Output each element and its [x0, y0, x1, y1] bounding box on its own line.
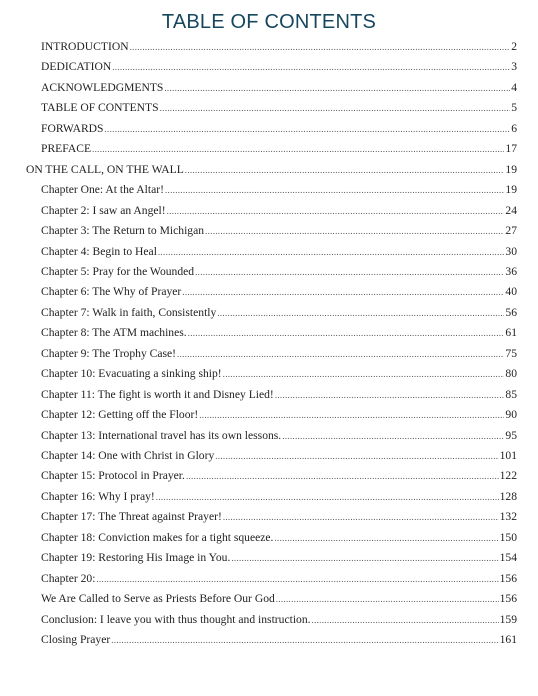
dot-leader: [195, 265, 504, 278]
toc-entry-label: Chapter 15: Protocol in Prayer.: [41, 469, 185, 483]
dot-leader: [215, 449, 498, 462]
toc-entry[interactable]: [41, 408, 517, 428]
dot-leader: [105, 122, 511, 135]
toc-entry-label: Chapter 4: Begin to Heal: [41, 244, 157, 258]
toc-entry-page-number: 24: [505, 203, 517, 217]
toc-entry[interactable]: [41, 572, 517, 592]
toc-entry-page-number: 30: [505, 244, 517, 258]
toc-entry-page-number: 154: [499, 551, 517, 565]
toc-entry-page-number: 6: [511, 121, 517, 135]
dot-leader: [182, 285, 504, 298]
toc-entry[interactable]: [41, 367, 517, 387]
toc-entry[interactable]: [41, 531, 517, 551]
toc-entry-label: TABLE OF CONTENTS: [41, 101, 159, 115]
toc-entry[interactable]: [41, 388, 517, 408]
toc-entry[interactable]: [41, 224, 517, 244]
dot-leader: [205, 224, 504, 237]
toc-entry-label: Chapter 2: I saw an Angel!: [41, 203, 166, 217]
toc-entry[interactable]: [41, 347, 517, 367]
toc-entry[interactable]: [41, 265, 517, 285]
toc-entry[interactable]: [41, 122, 517, 142]
toc-entry-label: Chapter 6: The Why of Prayer: [41, 285, 182, 299]
toc-entry-page-number: 75: [505, 346, 517, 360]
toc-entry-page-number: 80: [505, 367, 517, 381]
dot-leader: [111, 633, 498, 646]
toc-entry[interactable]: [41, 306, 517, 326]
toc-entry-label: Chapter 19: Restoring His Image in You.: [41, 551, 231, 565]
dot-leader: [96, 572, 498, 585]
toc-entry[interactable]: [41, 510, 517, 530]
toc-entry[interactable]: [41, 469, 517, 489]
toc-entry-label: Chapter 10: Evacuating a sinking ship!: [41, 367, 222, 381]
toc-entry-page-number: 90: [505, 408, 517, 422]
dot-leader: [92, 142, 504, 155]
toc-entry-label: INTRODUCTION: [41, 40, 129, 53]
toc-entry-label: Chapter 13: International travel has its own lessons.: [41, 428, 282, 442]
dot-leader: [158, 245, 504, 258]
toc-entry-page-number: 159: [499, 612, 517, 626]
toc-entry[interactable]: [41, 633, 517, 653]
toc-entry-label: PREFACE: [41, 142, 92, 156]
page-title: TABLE OF CONTENTS: [161, 11, 377, 33]
toc-entry-page-number: 5: [511, 101, 517, 115]
toc-entry-page-number: 156: [499, 592, 517, 606]
dot-leader: [164, 81, 510, 94]
dot-leader: [231, 551, 498, 564]
dot-leader: [156, 490, 499, 503]
dot-leader: [185, 163, 505, 176]
toc-entry[interactable]: [41, 326, 517, 346]
toc-entry[interactable]: [41, 101, 517, 121]
dot-leader: [223, 510, 499, 523]
toc-entry-page-number: 95: [505, 428, 517, 442]
toc-entry[interactable]: [41, 490, 517, 510]
toc-entry-label: Chapter 3: The Return to Michigan: [41, 224, 205, 238]
dot-leader: [130, 40, 511, 53]
toc-entry-label: ACKNOWLEDGMENTS: [41, 80, 164, 94]
toc-entry-page-number: 19: [505, 162, 517, 176]
toc-entry-label: DEDICATION: [41, 60, 112, 74]
dot-leader: [282, 429, 504, 442]
toc-entry-page-number: 122: [499, 469, 517, 483]
toc-entry-label: Chapter 9: The Trophy Case!: [41, 346, 177, 360]
toc-entry-label: Chapter 8: The ATM machines.: [41, 326, 187, 340]
toc-entry-label: Chapter 14: One with Christ in Glory: [41, 449, 215, 462]
toc-entry[interactable]: [41, 60, 517, 80]
toc-entry-label: We Are Called to Serve as Priests Before Our God: [41, 592, 275, 606]
dot-leader: [188, 326, 505, 339]
toc-entry-page-number: 132: [499, 510, 517, 524]
toc-entry[interactable]: [41, 245, 517, 265]
dot-leader: [112, 60, 510, 73]
toc-entry-page-number: 85: [505, 387, 517, 401]
toc-entry-page-number: 156: [499, 571, 517, 585]
toc-entry-label: Chapter 11: The fight is worth it and Disney Lied!: [41, 387, 274, 401]
toc-entry-label: Chapter 17: The Threat against Prayer!: [41, 510, 222, 524]
toc-entry-label: Chapter 5: Pray for the Wounded: [41, 264, 195, 278]
dot-leader: [160, 101, 511, 114]
dot-leader: [186, 469, 499, 482]
toc-entry[interactable]: [41, 81, 517, 101]
toc-entry[interactable]: [41, 183, 517, 203]
dot-leader: [217, 306, 504, 319]
toc-entry-label: Chapter 16: Why I pray!: [41, 489, 155, 503]
toc-entry-label: FORWARDS: [41, 121, 104, 135]
toc-entry-page-number: 2: [511, 40, 517, 53]
toc-entry-page-number: 36: [505, 264, 517, 278]
toc-entry-page-number: 4: [511, 80, 517, 94]
toc-entry-label: Chapter 20:: [41, 571, 96, 585]
toc-entry-label: Chapter 7: Walk in faith, Consistently: [41, 305, 217, 319]
toc-entry-page-number: 61: [505, 326, 517, 340]
toc-entry-label: Chapter 12: Getting off the Floor!: [41, 408, 199, 422]
toc-entry[interactable]: [41, 204, 517, 224]
toc-entry[interactable]: [41, 285, 517, 305]
toc-entry-page-number: 128: [499, 489, 517, 503]
dot-leader: [167, 204, 505, 217]
toc-entry-label: Closing Prayer: [41, 633, 111, 647]
toc-entry-label: Chapter One: At the Altar!: [41, 183, 164, 197]
dot-leader: [275, 388, 505, 401]
dot-leader: [274, 531, 498, 544]
toc-entry-page-number: 101: [499, 449, 517, 462]
toc-entry[interactable]: [41, 592, 517, 612]
dot-leader: [312, 613, 499, 626]
toc-entry[interactable]: [41, 613, 517, 633]
toc-entry-page-number: 27: [505, 224, 517, 238]
dot-leader: [199, 408, 504, 421]
toc-entry[interactable]: [41, 551, 517, 571]
dot-leader: [223, 367, 505, 380]
toc-entry-page-number: 150: [499, 530, 517, 544]
dot-leader: [276, 592, 499, 605]
toc-entry-page-number: 17: [505, 142, 517, 156]
toc-entry[interactable]: [41, 40, 517, 60]
toc-entry-label: Chapter 18: Conviction makes for a tight squeeze.: [41, 530, 274, 544]
toc-entry[interactable]: [41, 449, 517, 469]
toc-entry-page-number: 40: [505, 285, 517, 299]
toc-entry[interactable]: [41, 429, 517, 449]
toc-entry-page-number: 161: [499, 633, 517, 647]
toc-entry[interactable]: [26, 163, 517, 183]
toc-entry-label: Conclusion: I leave you with thus thought and instruction.: [41, 612, 311, 626]
toc-entry-page-number: 19: [505, 183, 517, 197]
toc-entry-label: ON THE CALL, ON THE WALL: [26, 162, 184, 176]
dot-leader: [165, 183, 504, 196]
toc-entry-page-number: 3: [511, 60, 517, 74]
toc-entry-page-number: 56: [505, 305, 517, 319]
dot-leader: [177, 347, 504, 360]
toc-entry[interactable]: [41, 142, 517, 162]
